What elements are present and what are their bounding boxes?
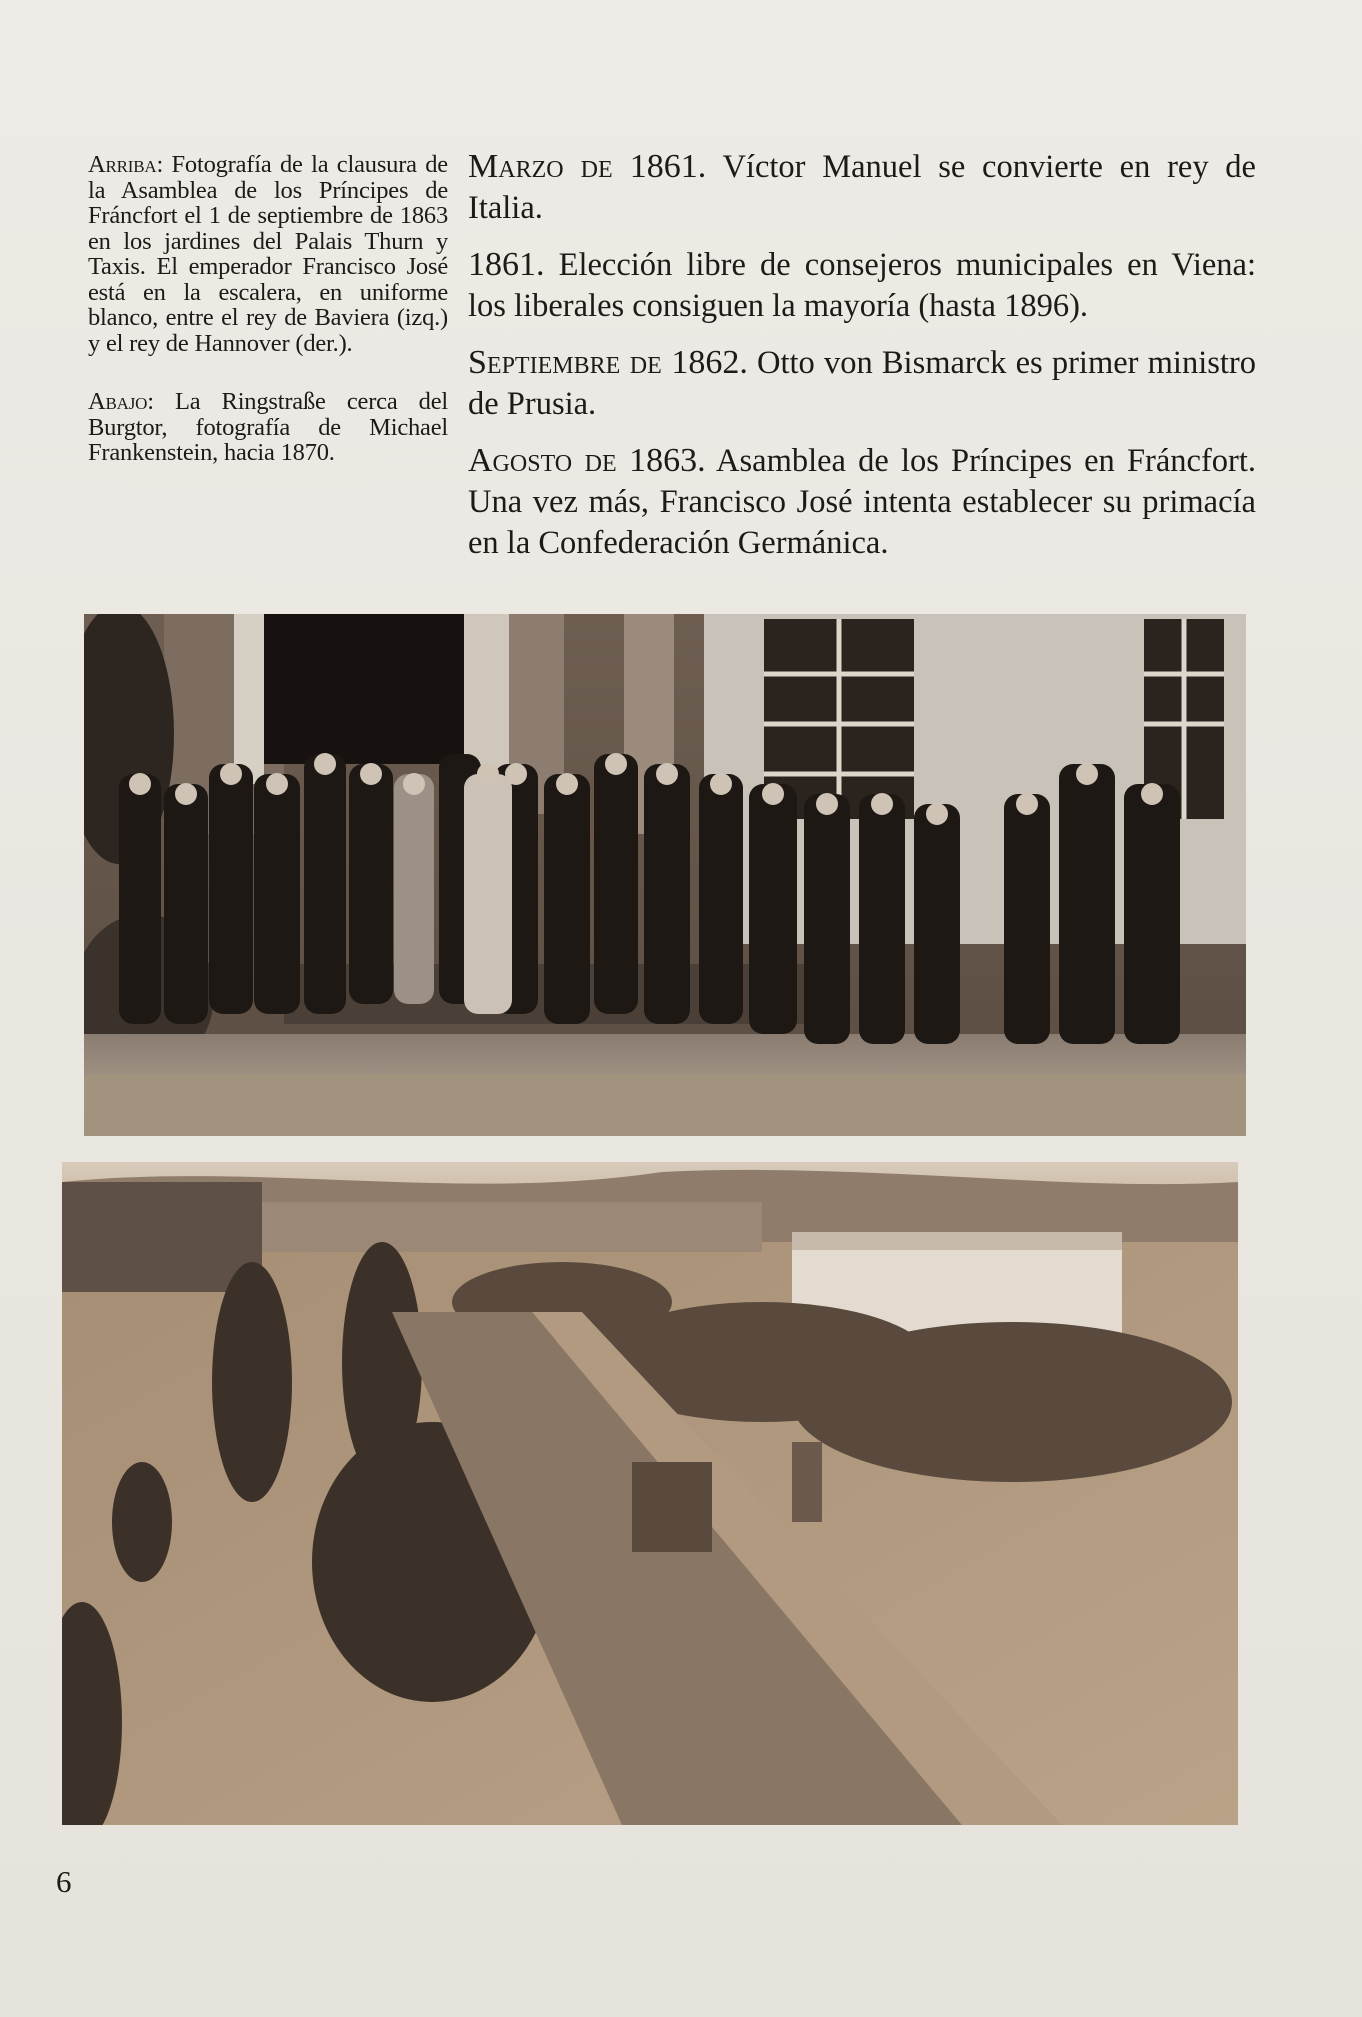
group-portrait-photo <box>84 614 1246 1136</box>
timeline-date: Septiembre de 1862. <box>468 344 748 381</box>
timeline-text: Otto von Bismarck es primer ministro de Prusia. <box>468 345 1256 422</box>
timeline-entry <box>468 440 1256 564</box>
timeline-date: Agosto de 1863. <box>468 442 706 479</box>
photo-captions <box>88 152 448 499</box>
boulevard-image <box>62 1162 1238 1825</box>
caption-bottom <box>88 389 448 466</box>
boulevard-photo <box>62 1162 1238 1825</box>
timeline-entry <box>468 244 1256 327</box>
timeline-entry <box>468 342 1256 425</box>
timeline <box>468 146 1256 579</box>
page-number: 6 <box>56 1864 72 1899</box>
caption-bottom-text: La Ringstraße cerca del Burgtor, fotografía de Michael Frankenstein, hacia 1870. <box>88 388 448 466</box>
group-portrait-image <box>84 614 1246 1136</box>
timeline-text: Víctor Manuel se convierte en rey de Italia. <box>468 149 1256 226</box>
timeline-entry <box>468 146 1256 229</box>
caption-top-text: Fotografía de la clausura de la Asamblea de los Príncipes de Fráncfort el 1 de septiembre de 1863 en los jardines del Palais Thurn y Taxis. El emperador Francisco José está en la escalera, en uniforme blanco, entre el rey de Baviera (izq.) y el rey de Hannover (der.). <box>88 151 448 357</box>
timeline-date: 1861. <box>468 246 545 283</box>
caption-top-label: Arriba: <box>88 151 164 178</box>
timeline-text: Elección libre de consejeros municipales en Viena: los liberales consiguen la mayoría (hasta 1896). <box>468 247 1257 324</box>
timeline-date: Marzo de 1861. <box>468 148 707 185</box>
timeline-text: Asamblea de los Príncipes en Fráncfort. Una vez más, Francisco José intenta establecer su primacía en la Confederación Germánica. <box>468 443 1256 561</box>
caption-bottom-label: Abajo: <box>88 388 154 415</box>
caption-top <box>88 152 448 356</box>
